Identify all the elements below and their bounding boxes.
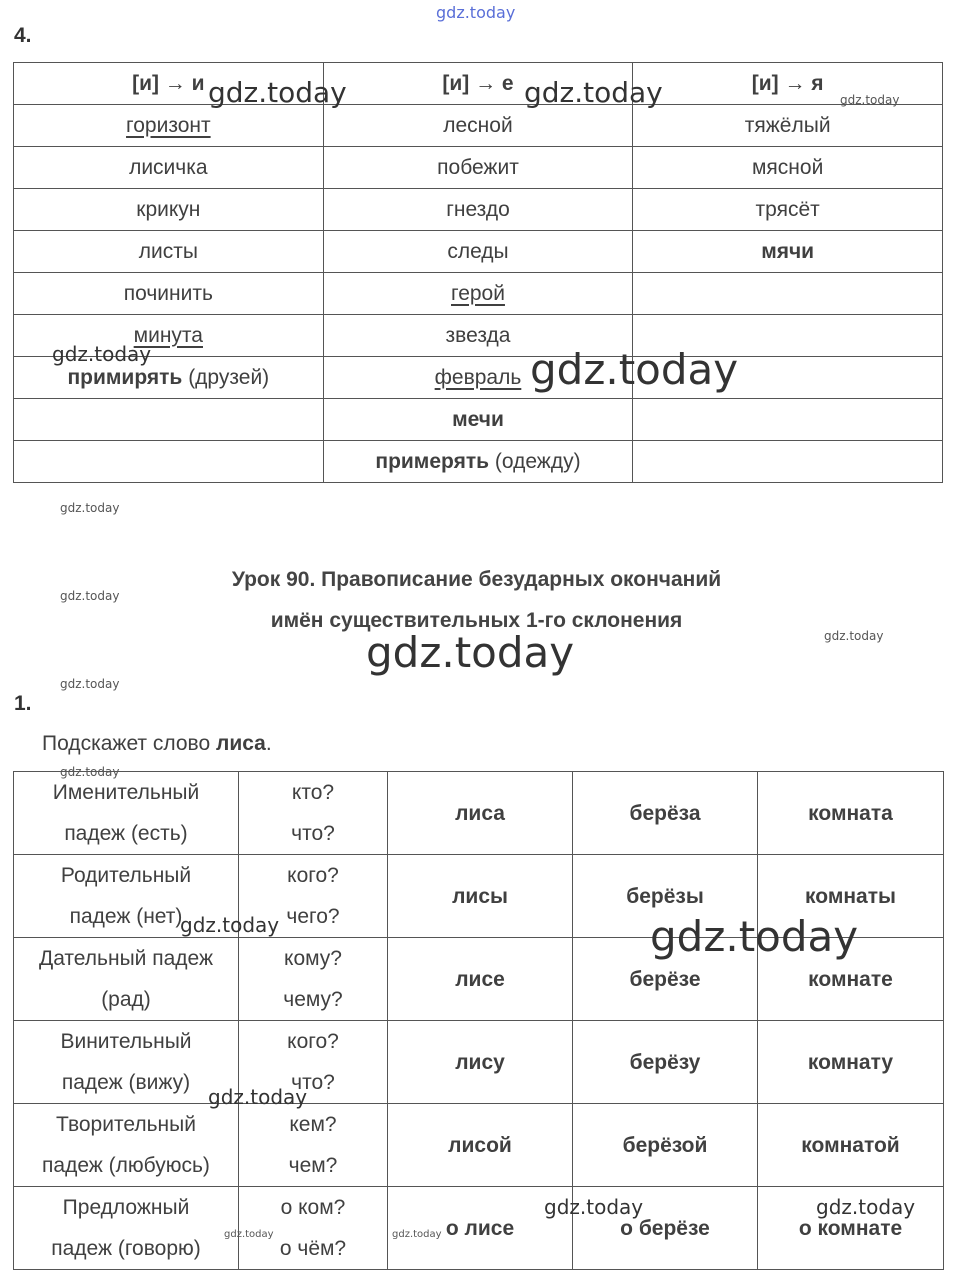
table-cell: лисичка [14,147,324,189]
table-row [14,147,943,189]
lesson-title-line2: имён существительных 1-го склонения [270,609,683,632]
case-name-cell: Именительный падеж (есть) [14,772,239,855]
word-cell: лиса [388,772,573,855]
table-cell [633,273,943,315]
word-cell: комнаты [758,855,944,938]
watermark: gdz.today [60,677,120,691]
watermark: gdz.today [60,501,120,515]
table-cell: крикун [14,189,324,231]
table-cell [14,399,324,441]
table-cell: февраль [323,357,633,399]
table-cell: тяжёлый [633,105,943,147]
table-cell: мясной [633,147,943,189]
header-cell: [и] → я [633,63,943,105]
table-cell: следы [323,231,633,273]
table-row [14,772,944,855]
hint-text: Подскажет слово лиса. [42,732,272,755]
word-cell: о лисе [388,1187,573,1270]
watermark: gdz.today [208,76,347,109]
question-cell: кого? что? [239,1021,388,1104]
table-row [14,189,943,231]
watermark: gdz.today [436,3,516,22]
table-cell: листы [14,231,324,273]
watermark: gdz.today [208,1085,308,1109]
word-cell: берёзой [573,1104,758,1187]
watermark: gdz.today [60,765,120,779]
word-cell: берёзу [573,1021,758,1104]
table-row [14,315,943,357]
table-cell: примирять (друзей) [14,357,324,399]
table-cell: трясёт [633,189,943,231]
watermark: gdz.today [224,1229,274,1240]
vowel-table [13,62,943,483]
table-cell: звезда [323,315,633,357]
table-cell: мячи [633,231,943,273]
table-row [14,441,943,483]
table-row [14,273,943,315]
table-cell: починить [14,273,324,315]
case-name-cell: Родительный падеж (нет) [14,855,239,938]
word-cell: комнате [758,938,944,1021]
question-cell: кем? чем? [239,1104,388,1187]
watermark: gdz.today [530,345,739,394]
table-cell: гнездо [323,189,633,231]
watermark: gdz.today [392,1229,442,1240]
exercise-number-1: 1. [14,692,32,715]
watermark: gdz.today [816,1195,916,1219]
exercise-number-4: 4. [14,24,32,47]
watermark: gdz.today [524,76,663,109]
table-cell: побежит [323,147,633,189]
question-cell: кто? что? [239,772,388,855]
table-row [14,1021,944,1104]
header-cell: [и] → е [323,63,633,105]
word-cell: берёза [573,772,758,855]
watermark: gdz.today [650,912,859,961]
table-cell: мечи [323,399,633,441]
watermark: gdz.today [824,629,884,643]
watermark: gdz.today [180,913,280,937]
word-cell: лисой [388,1104,573,1187]
word-cell: лисы [388,855,573,938]
table-row [14,399,943,441]
table-header-row [14,63,943,105]
watermark: gdz.today [366,628,575,677]
table-row [14,105,943,147]
word-cell: берёзе [573,938,758,1021]
table-row [14,1187,944,1270]
watermark: gdz.today [52,342,152,366]
table-row [14,1104,944,1187]
question-cell: кого? чего? [239,855,388,938]
table-cell: минута [14,315,324,357]
table-cell [633,399,943,441]
table-row [14,357,943,399]
case-name-cell: Винительный падеж (вижу) [14,1021,239,1104]
declension-table [13,771,944,1270]
table-cell: лесной [323,105,633,147]
case-name-cell: Дательный падеж (рад) [14,938,239,1021]
case-name-cell: Предложный падеж (говорю) [14,1187,239,1270]
table-cell: примерять (одежду) [323,441,633,483]
word-cell: лисе [388,938,573,1021]
table-cell: герой [323,273,633,315]
table-cell [633,441,943,483]
lesson-title-line1: Урок 90. Правописание безударных окончаний [231,568,722,591]
word-cell: комната [758,772,944,855]
watermark: gdz.today [544,1195,644,1219]
table-cell: горизонт [14,105,324,147]
word-cell: о комнате [758,1187,944,1270]
word-cell: берёзы [573,855,758,938]
word-cell: комнату [758,1021,944,1104]
word-cell: комнатой [758,1104,944,1187]
table-row [14,231,943,273]
word-cell: лису [388,1021,573,1104]
question-cell: кому? чему? [239,938,388,1021]
word-cell: о берёзе [573,1187,758,1270]
watermark: gdz.today [840,93,900,107]
case-name-cell: Творительный падеж (любуюсь) [14,1104,239,1187]
watermark: gdz.today [60,589,120,603]
table-cell [14,441,324,483]
question-cell: о ком? о чём? [239,1187,388,1270]
header-cell: [и] → и [14,63,324,105]
